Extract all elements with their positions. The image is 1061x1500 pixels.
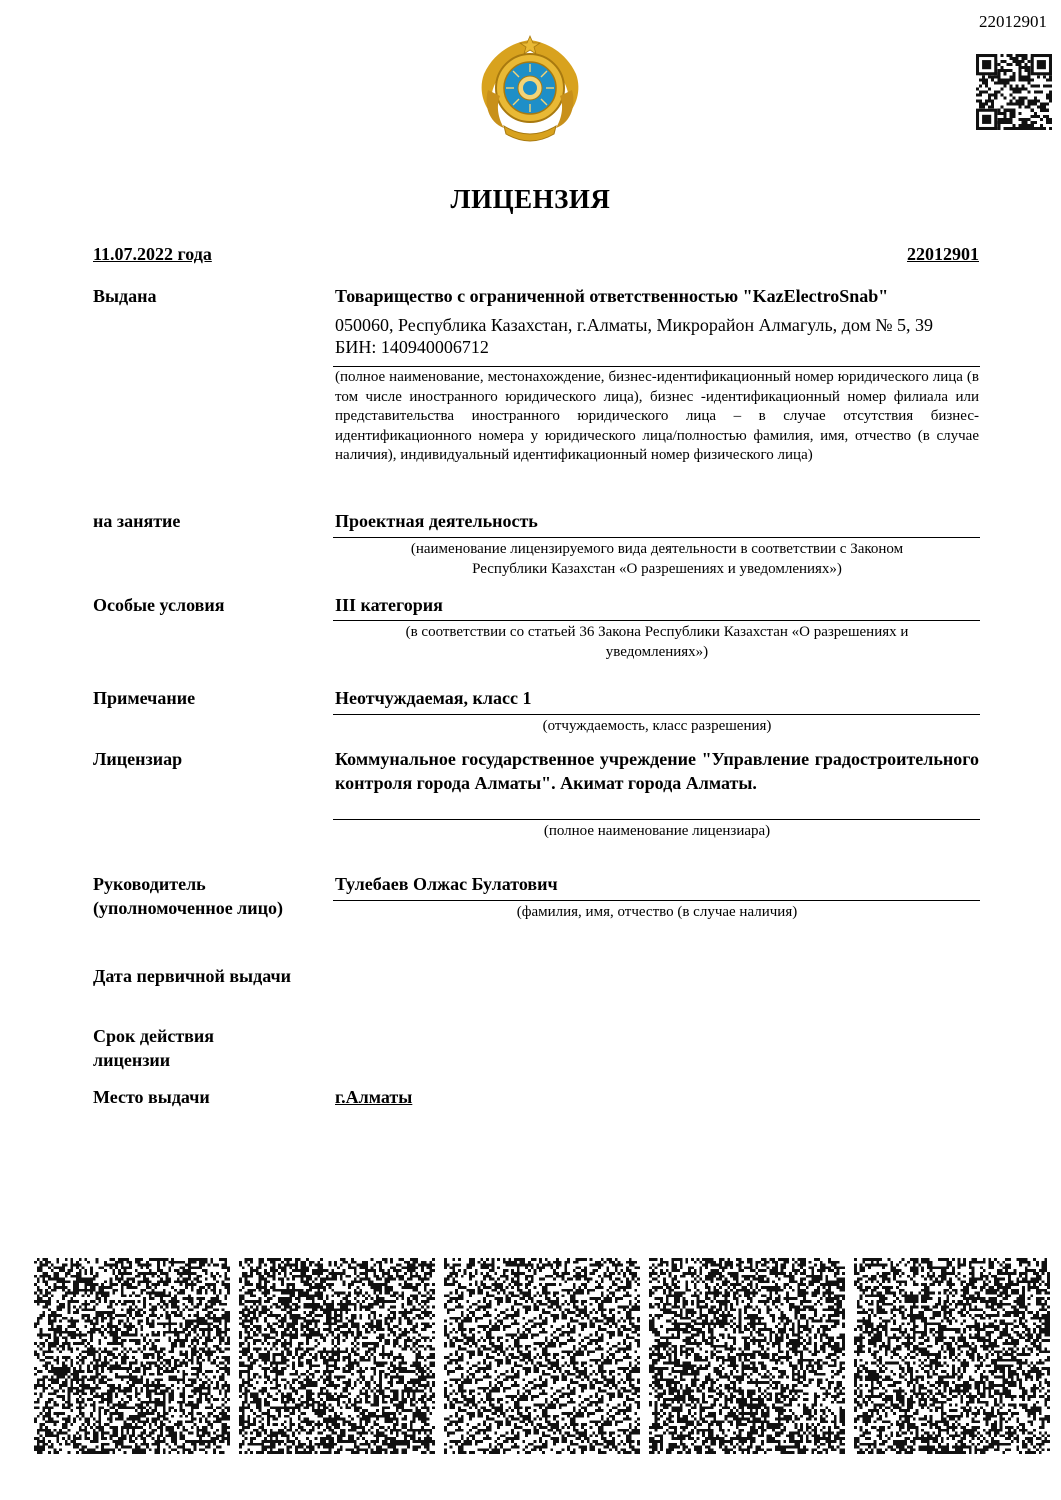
special-conditions-label: Особые условия	[93, 595, 225, 615]
license-number: 22012901	[907, 244, 979, 264]
note-value: Неотчуждаемая, класс 1	[335, 688, 532, 708]
licensor-label: Лицензиар	[93, 749, 183, 769]
licensor-value: Коммунальное государственное учреждение "Управление градостроительного контроля города Алматы". Акимат города Алматы.	[335, 749, 979, 793]
qr-code-icon	[34, 1258, 230, 1454]
divider	[333, 366, 980, 367]
head-label-line2: (уполномоченное лицо)	[93, 898, 284, 918]
place-label: Место выдачи	[93, 1087, 210, 1107]
qr-code-icon	[239, 1258, 435, 1454]
licensee-address: 050060, Республика Казахстан, г.Алматы, Микрорайон Алмагуль, дом № 5, 39	[335, 315, 934, 335]
divider	[333, 620, 980, 621]
activity-hint-line1: (наименование лицензируемого вида деятельности в соответствии с Законом	[410, 541, 904, 557]
kazakhstan-state-emblem-icon	[474, 30, 586, 144]
divider	[333, 900, 980, 901]
issued-to-hint: (полное наименование, местонахождение, бизнес-идентификационный номер юридического лица (в том числе иностранного юридического лица), бизнес -идентификационный номер филиала или представительства иностранного юридического лица – в случае отсутствия бизнес-идентификационного номера у юридического лица/полностью фамилия, имя, отчество (в случае наличия), индивидуальный идентификационный номер физического лица)	[335, 369, 979, 463]
document-title: ЛИЦЕНЗИЯ	[450, 184, 611, 214]
divider	[333, 819, 980, 820]
head-hint: (фамилия, имя, отчество (в случае наличия)	[516, 904, 798, 920]
activity-hint-line2: Республики Казахстан «О разрешениях и уведомлениях»)	[472, 561, 842, 577]
first-issue-label: Дата первичной выдачи	[93, 966, 292, 986]
qr-code-icon	[976, 54, 1052, 130]
issued-to-label: Выдана	[93, 286, 157, 306]
special-conditions-hint-line1: (в соответствии со статьей 36 Закона Республики Казахстан «О разрешениях и	[405, 624, 909, 640]
head-label-line1: Руководитель	[93, 874, 206, 894]
note-label: Примечание	[93, 688, 196, 708]
head-value: Тулебаев Олжас Булатович	[335, 874, 558, 894]
validity-label-line2: лицензии	[93, 1050, 171, 1070]
licensee-name: Товарищество с ограниченной ответственностью "KazElectroSnab"	[335, 286, 889, 306]
licensee-bin: БИН: 140940006712	[335, 337, 489, 357]
issue-date: 11.07.2022 года	[93, 244, 212, 264]
validity-label-line1: Срок действия	[93, 1026, 215, 1046]
divider	[333, 714, 980, 715]
activity-value: Проектная деятельность	[335, 511, 538, 531]
place-value: г.Алматы	[335, 1087, 413, 1107]
qr-code-icon	[649, 1258, 845, 1454]
note-hint: (отчуждаемость, класс разрешения)	[542, 718, 772, 734]
licensor-hint: (полное наименование лицензиара)	[543, 823, 771, 839]
special-conditions-value: III категория	[335, 595, 443, 615]
special-conditions-hint-line2: уведомлениях»)	[605, 644, 709, 660]
activity-label: на занятие	[93, 511, 181, 531]
qr-code-icon	[854, 1258, 1050, 1454]
qr-code-icon	[444, 1258, 640, 1454]
document-number-top: 22012901	[979, 12, 1047, 31]
divider	[333, 537, 980, 538]
